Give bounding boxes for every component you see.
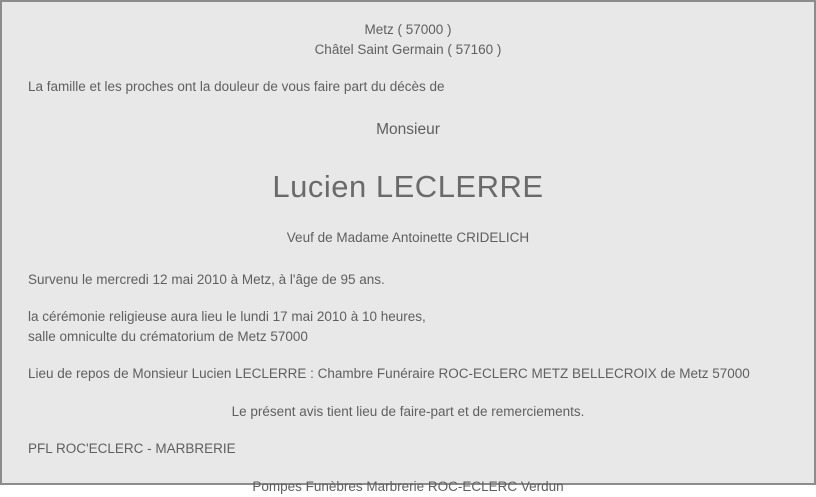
deceased-title: Monsieur [376,120,440,138]
spouse-text: Veuf de Madame Antoinette CRIDELICH [286,230,530,246]
closing-text: Le présent avis tient lieu de faire-part et de remerciements. [231,403,585,419]
ceremony-line-1: la cérémonie religieuse aura lieu le lundi 17 mai 2010 à 10 heures, [28,309,426,325]
place-line-1: Metz ( 57000 ) [364,22,452,37]
death-info-text: Survenu le mercredi 12 mai 2010 à Metz, à l'âge de 95 ans. [28,271,385,287]
agency-name: PFL ROC'ECLERC - MARBRERIE [28,441,236,457]
footer-text: Pompes Funèbres Marbrerie ROC-ECLERC Verdun [252,479,564,495]
resting-place-text: Lieu de repos de Monsieur Lucien LECLERRE : Chambre Funéraire ROC-ECLERC METZ BELLECROIX de Metz 57000 [28,366,750,382]
announcement-text: La famille et les proches ont la douleur de vous faire part du décès de [28,79,445,95]
place-line-2: Châtel Saint Germain ( 57160 ) [314,41,502,57]
deceased-name: Lucien LECLERRE [272,169,544,205]
ceremony-line-2: salle omniculte du crématorium de Metz 57000 [28,328,308,344]
